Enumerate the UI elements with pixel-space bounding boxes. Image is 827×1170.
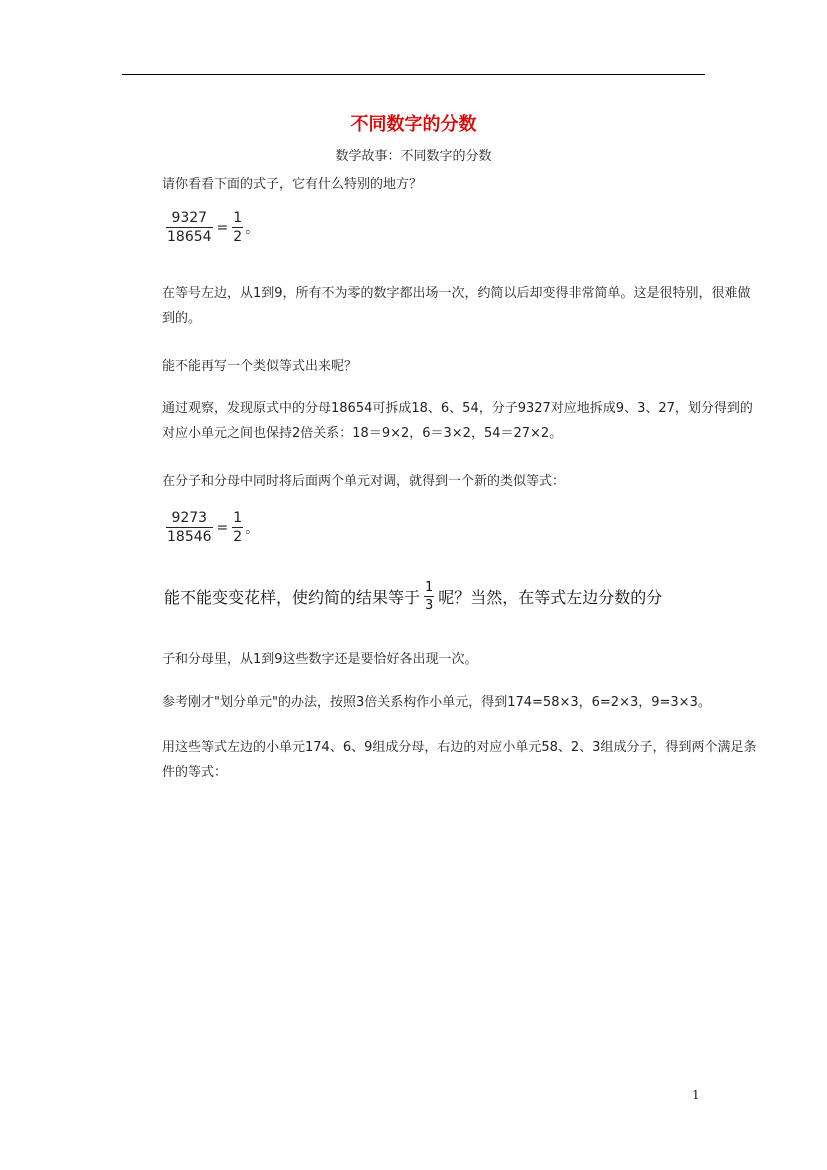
page-title: 不同数字的分数 (350, 114, 477, 135)
equals-sign: = (216, 519, 229, 536)
paragraph-4: 通过观察，发现原式中的分母18654可拆成18、6、54，分子9327对应地拆成9、3、27，划分得到的对应小单元之间也保持2倍关系：18＝9×2，6＝3×2，54＝27×2。 (162, 401, 753, 441)
page-number: 1 (692, 1088, 700, 1102)
paragraph-2: 在等号左边，从1到9，所有不为零的数字都出场一次，约简以后却变得非常简单。这是很特别，很难做到的。 (162, 286, 751, 326)
denominator: 2 (233, 529, 243, 545)
equation-1 (166, 210, 259, 245)
paragraph-7: 子和分母里，从1到9这些数字还是要恰好各出现一次。 (162, 652, 478, 667)
numerator: 9273 (171, 510, 208, 526)
equation-2 (166, 510, 259, 545)
fraction-left (166, 510, 213, 545)
numerator: 9327 (171, 210, 208, 226)
denominator: 3 (425, 598, 434, 613)
paragraph-6-after: 呢？当然，在等式左边分数的分 (438, 588, 663, 607)
numerator: 1 (233, 210, 243, 226)
paragraph-1: 请你看看下面的式子，它有什么特别的地方？ (162, 177, 423, 192)
denominator: 2 (233, 229, 243, 245)
paragraph-9: 用这些等式左边的小单元174、6、9组成分母，右边的对应小单元58、2、3组成分子，得到两个满足条件的等式： (162, 740, 757, 780)
fraction-one-third (424, 580, 434, 613)
paragraph-6 (164, 580, 662, 613)
full-stop: 。 (245, 220, 260, 237)
page-subtitle: 数学故事：不同数字的分数 (335, 149, 492, 164)
fraction-right (232, 510, 243, 545)
denominator: 18654 (167, 229, 212, 245)
header-rule (122, 74, 705, 75)
fraction-right (232, 210, 243, 245)
numerator: 1 (425, 580, 434, 595)
paragraph-8: 参考刚才"划分单元"的办法，按照3倍关系构作小单元，得到174=58×3，6=2×3，9=3×3。 (162, 695, 711, 710)
paragraph-3: 能不能再写一个类似等式出来呢？ (162, 359, 358, 374)
equals-sign: = (216, 219, 229, 236)
fraction-left (166, 210, 213, 245)
paragraph-5: 在分子和分母中同时将后面两个单元对调，就得到一个新的类似等式： (162, 474, 566, 489)
full-stop: 。 (245, 520, 260, 537)
paragraph-6-before: 能不能变变花样，使约简的结果等于 (164, 588, 421, 607)
denominator: 18546 (167, 529, 212, 545)
numerator: 1 (233, 510, 243, 526)
